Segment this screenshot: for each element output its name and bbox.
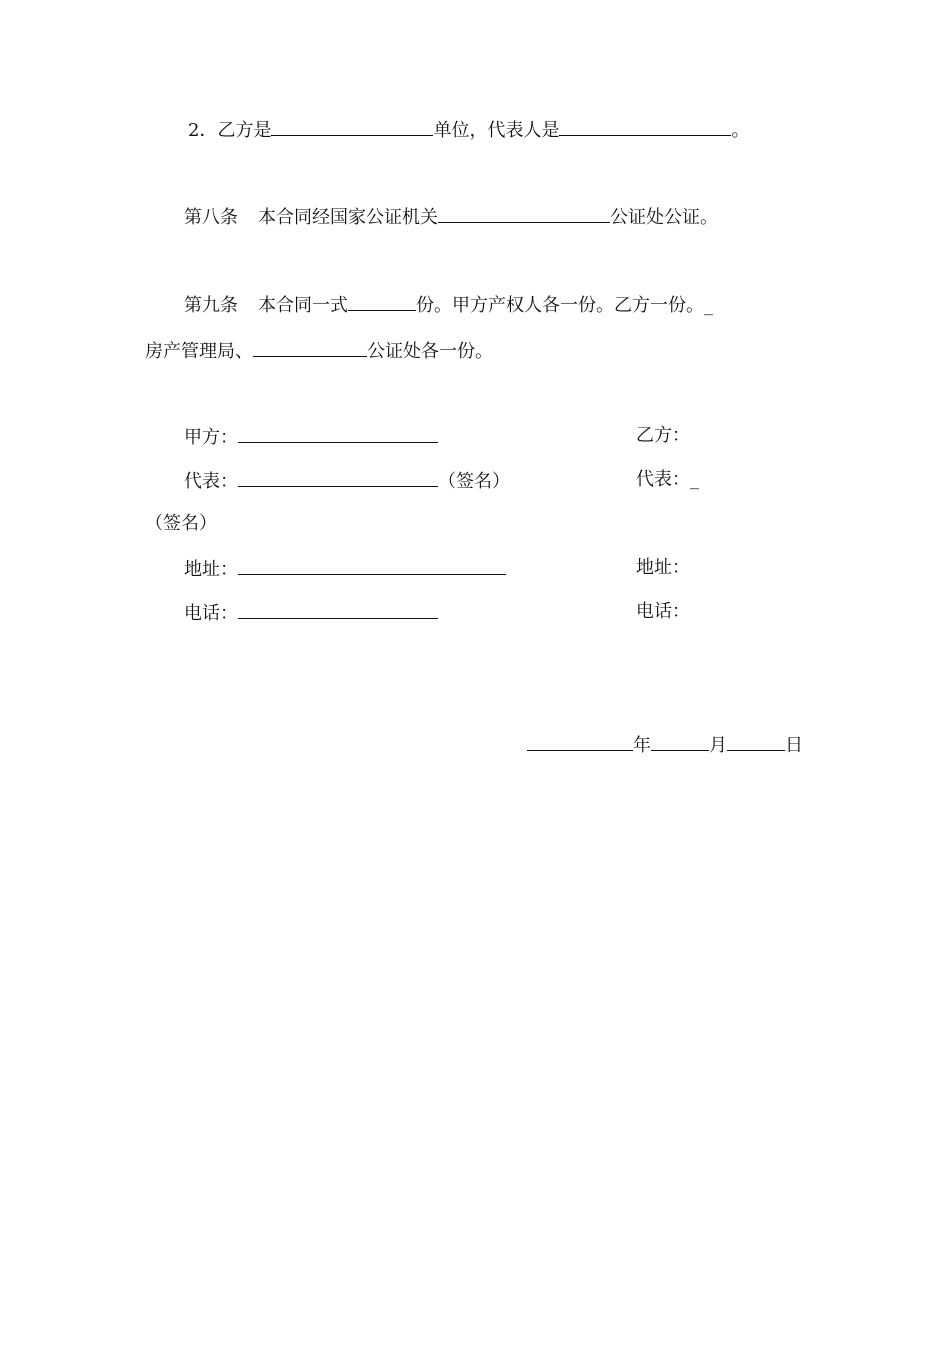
address-a-label: 地址： — [184, 559, 238, 580]
phone-a-blank[interactable] — [238, 601, 438, 619]
party-a-label: 甲方： — [184, 427, 238, 448]
article-9-line2-before: 房产管理局、 — [145, 341, 253, 362]
phone-a-row — [184, 601, 438, 625]
party-a-row — [184, 425, 438, 449]
rep-a-sign: （签名） — [438, 471, 510, 492]
party-a-blank[interactable] — [238, 425, 438, 443]
article-9-text-before: 本合同一式 — [258, 295, 348, 316]
day-label: 日 — [785, 735, 803, 756]
party-b-unit-blank[interactable] — [271, 118, 433, 136]
year-blank[interactable] — [527, 733, 633, 751]
clause-2-prefix: 2．乙方是 — [188, 120, 272, 141]
year-label: 年 — [633, 735, 651, 756]
article-9-line-1 — [184, 293, 713, 317]
article-9-line2-after: 公证处各一份。 — [367, 341, 493, 362]
rep-a-label: 代表： — [184, 471, 238, 492]
date-row — [527, 733, 803, 757]
clause-2-middle: 单位，代表人是 — [433, 120, 560, 141]
article-9-text-after: 份。甲方产权人各一份。乙方一份。_ — [416, 295, 713, 316]
address-b-label: 地址： — [636, 557, 690, 578]
phone-a-label: 电话： — [184, 603, 238, 624]
address-a-blank[interactable] — [238, 557, 506, 575]
rep-b-sign-row — [145, 513, 217, 535]
notary-office-blank[interactable] — [438, 205, 610, 223]
article-8-text-before: 本合同经国家公证机关 — [258, 207, 438, 228]
party-b-label: 乙方： — [636, 425, 690, 446]
rep-a-row — [184, 469, 510, 493]
party-b-representative-blank[interactable] — [559, 118, 731, 136]
rep-b-label: 代表：_ — [636, 469, 699, 490]
month-label: 月 — [709, 735, 727, 756]
address-a-row — [184, 557, 506, 581]
article-8-label: 第八条 — [184, 207, 238, 228]
article-8-text-after: 公证处公证。 — [610, 207, 718, 228]
article-9-line-2 — [145, 339, 493, 363]
day-blank[interactable] — [727, 733, 785, 751]
copies-count-blank[interactable] — [348, 293, 416, 311]
month-blank[interactable] — [651, 733, 709, 751]
rep-b-sign: （签名） — [145, 513, 217, 534]
clause-2-party-b — [188, 118, 749, 142]
rep-a-blank[interactable] — [238, 469, 438, 487]
notary-office-copy-blank[interactable] — [253, 339, 367, 357]
article-8 — [184, 205, 718, 229]
article-9-label: 第九条 — [184, 295, 238, 316]
clause-2-suffix: 。 — [731, 120, 750, 141]
phone-b-label: 电话： — [636, 601, 690, 622]
